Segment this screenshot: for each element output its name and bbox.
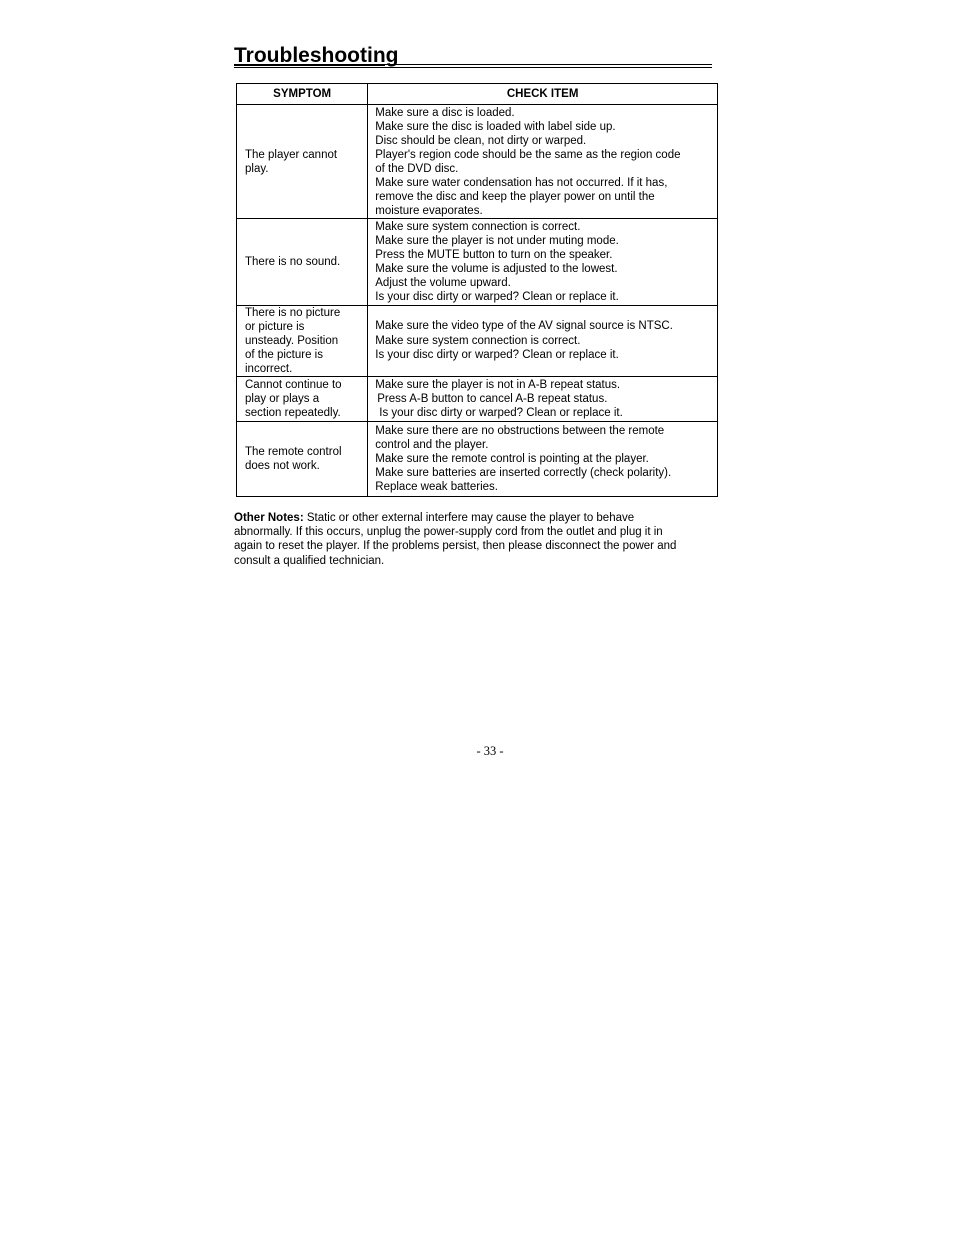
check-line: Make sure the disc is loaded with label side up. <box>375 120 616 133</box>
check-cell <box>368 422 718 497</box>
notes-line: consult a qualified technician. <box>234 554 385 567</box>
symptom-line: Cannot continue to <box>245 379 342 391</box>
check-line: Make sure the player is not under muting mode. <box>375 235 619 247</box>
troubleshooting-table <box>236 83 718 497</box>
check-line: Adjust the volume upward. <box>375 277 511 289</box>
check-line: Disc should be clean, not dirty or warped. <box>375 134 587 147</box>
check-line: Make sure water condensation has not occurred. If it has, <box>375 176 668 189</box>
other-notes <box>234 511 718 568</box>
check-line: of the DVD disc. <box>375 162 459 175</box>
check-line: Make sure batteries are inserted correctly (check polarity). <box>375 467 672 479</box>
symptom-line: does not work. <box>245 460 320 472</box>
check-line: Player's region code should be the same as the region code <box>375 148 681 161</box>
page-title: Troubleshooting <box>234 44 399 67</box>
check-cell <box>368 377 718 422</box>
symptom-header: SYMPTOM <box>237 84 368 105</box>
symptom-line: unsteady. Position <box>245 335 339 347</box>
check-line: control and the player. <box>375 439 489 451</box>
notes-first-text: Static or other external interfere may cause the player to behave <box>303 512 635 524</box>
table-row <box>237 422 718 497</box>
check-line: Is your disc dirty or warped? Clean or replace it. <box>375 291 619 303</box>
symptom-line: There is no picture <box>245 307 341 319</box>
check-line: remove the disc and keep the player power on until the <box>375 190 655 203</box>
symptom-line: play or plays a <box>245 393 320 405</box>
notes-line: abnormally. If this occurs, unplug the power-supply cord from the outlet and plug it in <box>234 526 663 539</box>
symptom-line: The remote control <box>245 446 342 458</box>
symptom-cell <box>237 306 368 377</box>
table-header-row <box>237 84 718 105</box>
symptom-line: play. <box>245 162 269 175</box>
check-line: Make sure the player is not in A-B repeat status. <box>375 379 621 391</box>
symptom-line: section repeatedly. <box>245 407 341 419</box>
check-line: moisture evaporates. <box>375 204 483 217</box>
table-row <box>237 105 718 219</box>
check-line: Is your disc dirty or warped? Clean or replace it. <box>379 407 623 419</box>
page-number: - 33 - <box>476 744 504 758</box>
symptom-cell <box>237 377 368 422</box>
symptom-line: The player cannot <box>245 148 338 161</box>
table-row <box>237 377 718 422</box>
symptom-line: or picture is <box>245 321 305 333</box>
title-rule-bottom <box>234 67 712 68</box>
check-line: Press the MUTE button to turn on the speaker. <box>375 249 613 261</box>
check-line: Make sure there are no obstructions between the remote <box>375 425 665 437</box>
table-row <box>237 219 718 306</box>
symptom-line: There is no sound. <box>245 256 341 268</box>
symptom-line: incorrect. <box>245 363 293 375</box>
symptom-cell <box>237 422 368 497</box>
title-rule-top <box>234 64 712 65</box>
check-item-header: CHECK ITEM <box>368 84 718 105</box>
check-line: Make sure the remote control is pointing at the player. <box>375 453 649 465</box>
notes-first-line <box>234 511 718 525</box>
symptom-line: of the picture is <box>245 349 323 361</box>
check-cell <box>368 306 718 377</box>
table-row <box>237 306 718 377</box>
check-line: Press A-B button to cancel A-B repeat status. <box>377 393 608 405</box>
check-line: Make sure the volume is adjusted to the lowest. <box>375 263 618 275</box>
check-line: Replace weak batteries. <box>375 481 498 493</box>
symptom-cell <box>237 105 368 219</box>
notes-line: again to reset the player. If the problems persist, then please disconnect the power and <box>234 540 677 553</box>
check-line: Make sure system connection is correct. <box>375 221 581 233</box>
check-line: Make sure a disc is loaded. <box>375 106 515 119</box>
check-line: Make sure the video type of the AV signal source is NTSC. <box>375 320 673 333</box>
symptom-cell <box>237 219 368 306</box>
check-line: Make sure system connection is correct. <box>375 334 581 347</box>
check-cell <box>368 219 718 306</box>
check-cell <box>368 105 718 219</box>
notes-label: Other Notes: <box>234 512 304 524</box>
check-line: Is your disc dirty or warped? Clean or replace it. <box>375 349 619 362</box>
